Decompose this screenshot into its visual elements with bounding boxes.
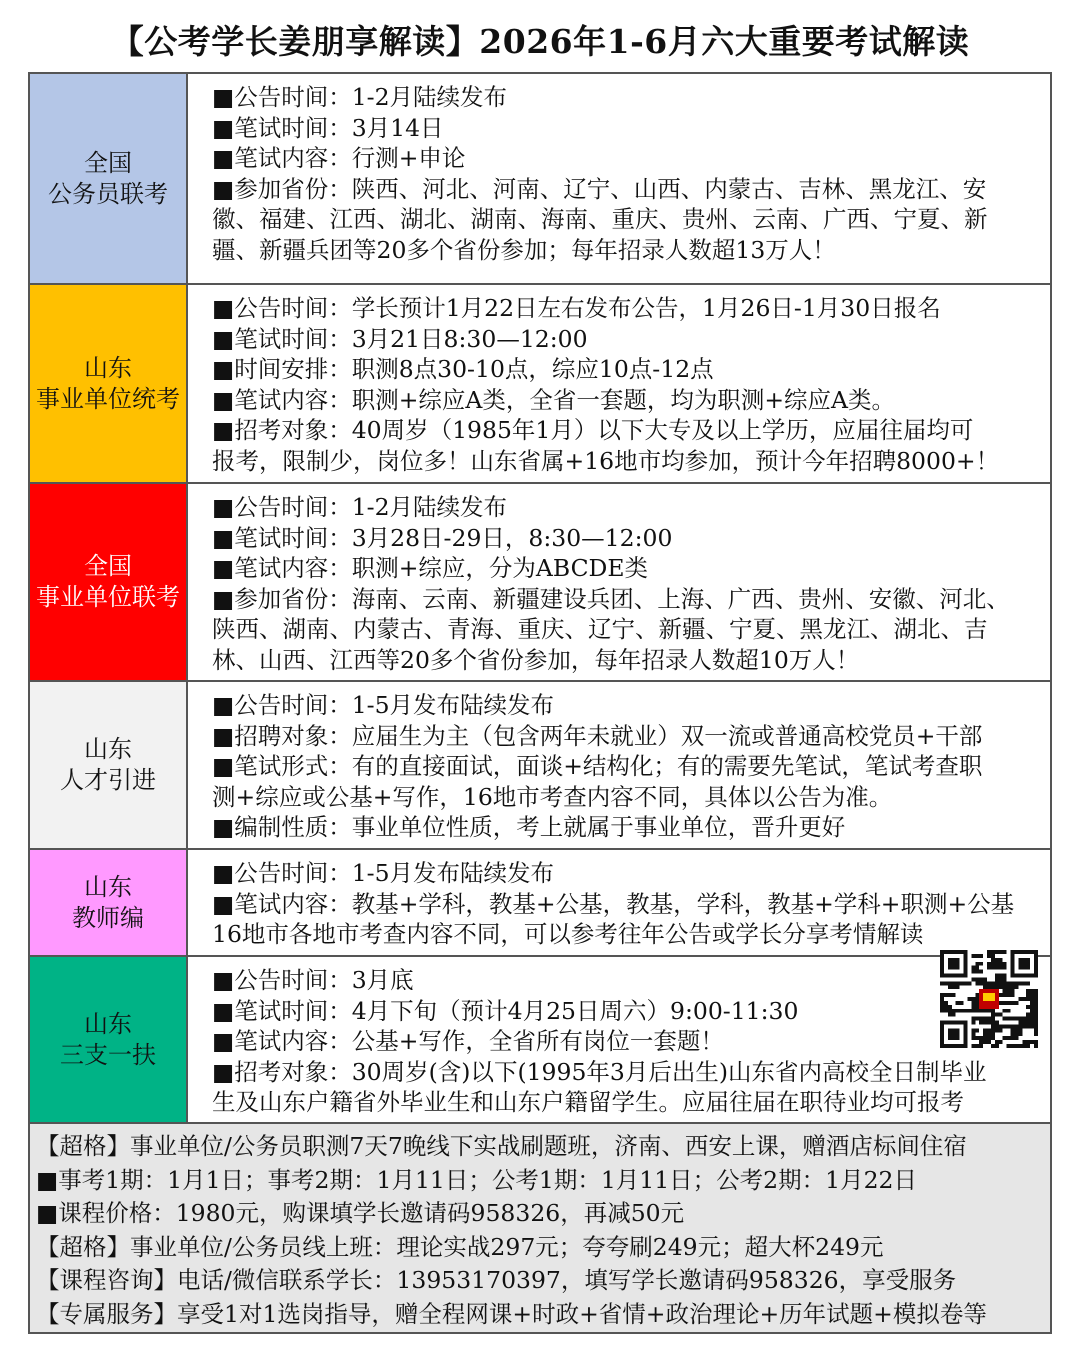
- row-label: [30, 682, 188, 848]
- exam-row-shandong-sanzhi-yifu: [30, 957, 1050, 1124]
- content-line: ■公告时间：学长预计1月22日左右发布公告，1月26日-1月30日报名: [212, 294, 941, 322]
- row-content: [188, 682, 1050, 848]
- row-label-line: 公务员联考: [48, 179, 168, 208]
- exam-row-national-civil-servant: [30, 74, 1050, 285]
- content-line: 林、山西、江西等20多个省份参加，每年招录人数超10万人！: [212, 645, 860, 674]
- exam-row-national-public-institution: [30, 484, 1050, 682]
- content-line: 徽、福建、江西、湖北、湖南、海南、重庆、贵州、云南、广西、宁夏、新: [212, 205, 988, 233]
- content-line: 测+综应或公基+写作，16地市考查内容不同，具体以公告为准。: [212, 782, 893, 811]
- content-line: 16地市各地市考查内容不同，可以参考往年公告或学长分享考情解读: [212, 920, 924, 948]
- content-line: ■笔试内容：职测+综应A类，全省一套题，均为职测+综应A类。: [212, 385, 896, 414]
- content-line: ■招考对象：40周岁（1985年1月）以下大专及以上学历，应届往届均可: [212, 416, 974, 444]
- row-label: [30, 74, 188, 283]
- row-label: [30, 285, 188, 482]
- content-line: ■公告时间：3月底: [212, 966, 414, 994]
- footer-line: 【专属服务】享受1对1选岗指导，赠全程网课+时政+省情+政治理论+历年试题+模拟卷等: [36, 1299, 987, 1328]
- footer-line: ■事考1期：1月1日；事考2期：1月11日；公考1期：1月11日；公考2期：1月22日: [36, 1165, 917, 1194]
- row-label-line: 山东: [84, 872, 132, 901]
- row-label-line: 事业单位联考: [36, 583, 180, 611]
- content-line: 报考，限制少，岗位多！山东省属+16地市均参加，预计今年招聘8000+！: [212, 446, 1000, 475]
- exam-table: [28, 72, 1052, 1334]
- row-content: [188, 850, 1050, 955]
- row-label: [30, 484, 188, 680]
- row-label-line: 人才引进: [60, 766, 156, 794]
- row-label: [30, 957, 188, 1122]
- qr-code-icon[interactable]: [940, 950, 1038, 1048]
- row-label-line: 山东: [84, 1009, 132, 1038]
- exam-row-shandong-talent: [30, 682, 1050, 850]
- content-line: ■公告时间：1-5月发布陆续发布: [212, 859, 555, 887]
- content-line: ■公告时间：1-2月陆续发布: [212, 83, 508, 111]
- row-label-line: 三支一扶: [60, 1040, 156, 1069]
- content-line: ■笔试内容：公基+写作，全省所有岗位一套题！: [212, 1027, 724, 1055]
- row-label-line: 事业单位统考: [36, 384, 180, 413]
- row-content: [188, 74, 1050, 283]
- row-label: [30, 850, 188, 955]
- content-line: ■时间安排：职测8点30-10点，综应10点-12点: [212, 355, 714, 383]
- exam-row-shandong-public-institution: [30, 285, 1050, 484]
- footer-line: 【超格】事业单位/公务员职测7天7晚线下实战刷题班，济南、西安上课，赠酒店标间住宿: [36, 1132, 967, 1160]
- content-line: ■参加省份：海南、云南、新疆建设兵团、上海、广西、贵州、安徽、河北、: [212, 584, 1010, 613]
- content-line: ■笔试时间：4月下旬（预计4月25日周六）9:00-11:30: [212, 996, 799, 1025]
- content-line: ■笔试内容：行测+申论: [212, 144, 466, 172]
- row-label-line: 全国: [84, 552, 132, 580]
- footer-line: 【超格】事业单位/公务员线上班：理论实战297元；夸夸刷249元；超大杯249元: [36, 1232, 884, 1261]
- content-line: ■笔试内容：教基+学科，教基+公基，教基，学科，教基+学科+职测+公基: [212, 889, 1015, 918]
- course-info-footer: [30, 1124, 1050, 1332]
- row-content: [188, 484, 1050, 680]
- row-label-line: 教师编: [72, 903, 144, 932]
- content-line: ■笔试时间：3月21日8:30—12:00: [212, 324, 588, 353]
- row-content: [188, 957, 1050, 1122]
- page-title: 【公考学长姜朋享解读】2026年1-6月六大重要考试解读: [110, 22, 970, 61]
- content-line: ■编制性质：事业单位性质，考上就属于事业单位，晋升更好: [212, 813, 846, 841]
- exam-row-shandong-teacher: [30, 850, 1050, 957]
- row-content: [188, 285, 1050, 482]
- content-line: ■笔试形式：有的直接面试，面谈+结构化；有的需要先笔试，笔试考查职: [212, 752, 983, 780]
- content-line: ■笔试内容：职测+综应，分为ABCDE类: [212, 554, 649, 582]
- content-line: 陕西、湖南、内蒙古、青海、重庆、辽宁、新疆、宁夏、黑龙江、湖北、吉: [212, 615, 988, 643]
- content-line: ■笔试时间：3月14日: [212, 113, 444, 142]
- footer-line: 【课程咨询】电话/微信联系学长：13953170397，填写学长邀请码958326，享受服务: [36, 1266, 957, 1295]
- content-line: ■笔试时间：3月28日-29日，8:30—12:00: [212, 523, 673, 552]
- content-line: ■公告时间：1-5月发布陆续发布: [212, 691, 555, 719]
- footer-line: ■课程价格：1980元，购课填学长邀请码958326，再减50元: [36, 1199, 685, 1228]
- content-line: 生及山东户籍省外毕业生和山东户籍留学生。应届往届在职待业均可报考: [212, 1088, 964, 1116]
- content-line: 疆、新疆兵团等20多个省份参加；每年招录人数超13万人！: [212, 235, 836, 264]
- content-line: ■公告时间：1-2月陆续发布: [212, 493, 508, 521]
- content-line: ■参加省份：陕西、河北、河南、辽宁、山西、内蒙古、吉林、黑龙江、安: [212, 174, 987, 203]
- row-label-line: 山东: [84, 735, 132, 763]
- content-line: ■招考对象：30周岁(含)以下(1995年3月后出生)山东省内高校全日制毕业: [212, 1057, 987, 1086]
- row-label-line: 山东: [84, 353, 132, 382]
- row-label-line: 全国: [84, 148, 132, 177]
- content-line: ■招聘对象：应届生为主（包含两年未就业）双一流或普通高校党员+干部: [212, 721, 983, 750]
